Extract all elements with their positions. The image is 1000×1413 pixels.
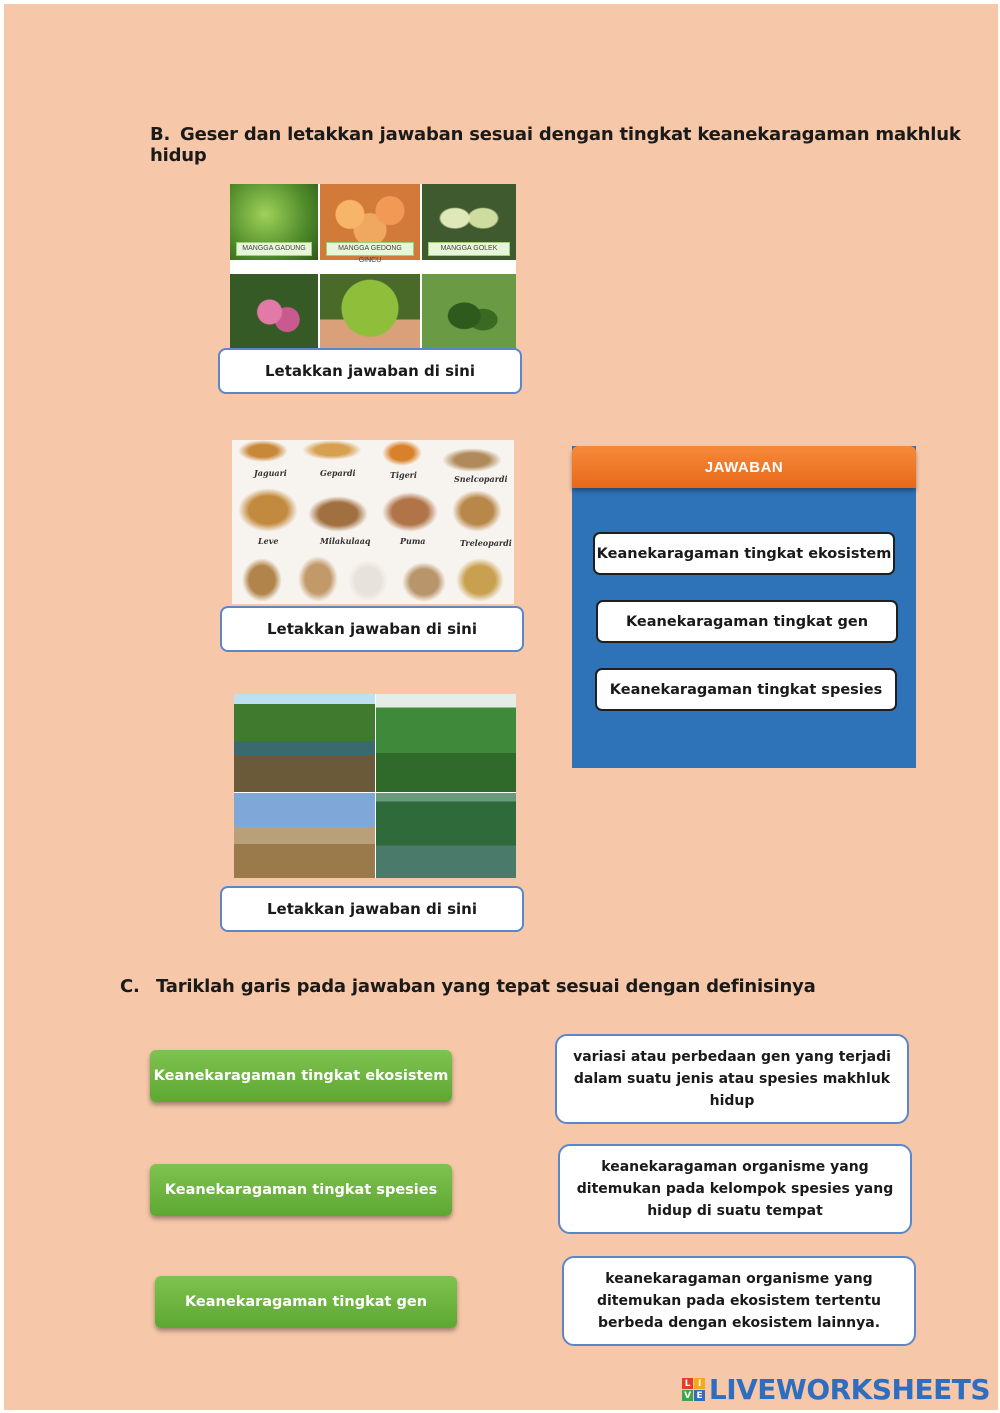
- lynx-image: [402, 562, 446, 602]
- logo-letter: V: [682, 1390, 693, 1401]
- section-b-number: B.: [150, 124, 171, 145]
- drop-zone-ecosystem[interactable]: Letakkan jawaban di sini: [220, 886, 524, 932]
- section-c-number: C.: [120, 976, 140, 997]
- animal-label: Milakulaaq: [320, 536, 371, 546]
- ecosystem-image-grid: [234, 694, 516, 878]
- mango-image-grid: [230, 184, 516, 350]
- logo-letter: E: [694, 1390, 705, 1401]
- clouded-leopard-image: [308, 496, 368, 532]
- worksheet-page: [4, 4, 998, 1410]
- jaguar-image: [238, 440, 288, 462]
- serval-image: [456, 558, 504, 602]
- answer-chip-spesies[interactable]: Keanekaragaman tingkat spesies: [595, 668, 897, 711]
- answer-chip-gen[interactable]: Keanekaragaman tingkat gen: [596, 600, 898, 643]
- ocelot-leopard-image: [452, 490, 502, 532]
- match-item-spesies[interactable]: Keanekaragaman tingkat spesies: [150, 1164, 452, 1216]
- cheetah-image: [302, 440, 362, 460]
- liveworksheets-logo-icon: [682, 1378, 705, 1401]
- animal-label: Puma: [400, 536, 426, 546]
- definition-box-ekosistem[interactable]: keanekaragaman organisme yang ditemukan pada ekosistem tertentu berbeda dengan ekosistem lainnya.: [562, 1256, 916, 1346]
- answer-panel: [572, 446, 916, 768]
- desert-image: [234, 793, 375, 878]
- liveworksheets-brand[interactable]: [682, 1373, 990, 1406]
- definition-box-gen[interactable]: variasi atau perbedaan gen yang terjadi dalam suatu jenis atau spesies makhluk hidup: [555, 1034, 909, 1124]
- logo-letter: I: [694, 1378, 705, 1389]
- mango-label: MANGGA GEDONG GINCU: [326, 242, 414, 256]
- mango-tree-image: [422, 274, 516, 350]
- snow-leopard-image: [442, 448, 502, 472]
- logo-letter: L: [682, 1378, 693, 1389]
- mango-gadung-image: [230, 184, 318, 260]
- mountain-forest-image: [376, 694, 516, 792]
- ocelot-image: [242, 558, 282, 602]
- mangrove-image: [234, 694, 375, 792]
- felidae-image-grid: [232, 440, 514, 604]
- mango-label: MANGGA GOLEK: [428, 242, 510, 256]
- animal-label: Jaguari: [254, 468, 287, 478]
- mango-label: MANGGA GADUNG: [236, 242, 312, 256]
- section-b-title: [150, 124, 998, 166]
- section-c-text: Tariklah garis pada jawaban yang tepat sesuai dengan definisinya: [156, 976, 816, 997]
- section-b-text: Geser dan letakkan jawaban sesuai dengan tingkat keanekaragaman makhluk hidup: [150, 124, 961, 166]
- lion-image: [238, 488, 298, 532]
- animal-label: Leve: [258, 536, 279, 546]
- answer-chip-ekosistem[interactable]: Keanekaragaman tingkat ekosistem: [593, 532, 895, 575]
- lake-forest-image: [376, 793, 516, 878]
- match-item-gen[interactable]: Keanekaragaman tingkat gen: [155, 1276, 457, 1328]
- tiger-image: [382, 440, 422, 466]
- caracal-image: [298, 556, 338, 602]
- puma-image: [382, 492, 438, 532]
- mango-gedong-image: [320, 184, 420, 264]
- answer-header: JAWABAN: [572, 446, 916, 488]
- definition-box-spesies[interactable]: keanekaragaman organisme yang ditemukan pada kelompok spesies yang hidup di suatu tempat: [558, 1144, 912, 1234]
- animal-label: Treleopardi: [460, 538, 512, 548]
- animal-label: Gepardi: [320, 468, 356, 478]
- animal-label: Snelcopardi: [454, 474, 508, 484]
- mango-hand-image: [320, 274, 420, 350]
- animal-label: Tigeri: [390, 470, 417, 480]
- match-item-ekosistem[interactable]: Keanekaragaman tingkat ekosistem: [150, 1050, 452, 1102]
- drop-zone-felidae[interactable]: Letakkan jawaban di sini: [220, 606, 524, 652]
- mango-golek-image: [422, 184, 516, 260]
- section-c-title: [120, 976, 816, 997]
- cat-image: [348, 560, 388, 602]
- brand-name: LIVEWORKSHEETS: [708, 1373, 990, 1406]
- mango-red-image: [230, 274, 318, 350]
- drop-zone-mango[interactable]: Letakkan jawaban di sini: [218, 348, 522, 394]
